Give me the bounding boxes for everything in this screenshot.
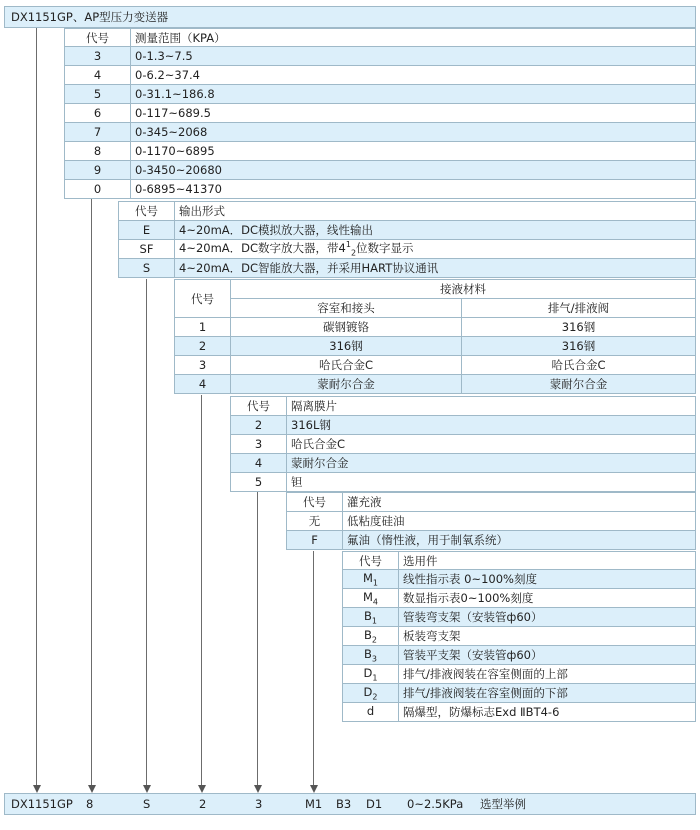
range-header-label: 测量范围（KPA）: [131, 29, 696, 47]
range-value: 0-6.2~37.4: [131, 66, 696, 85]
range-table: [64, 28, 696, 199]
example-output-code: S: [143, 797, 151, 811]
range-code: 9: [65, 161, 131, 180]
option-value: 排气/排液阀装在容室侧面的上部: [399, 665, 696, 684]
option-value: 管装弯支架（安装管ф60）: [399, 608, 696, 627]
material-col1: 碳钢镀铬: [231, 318, 462, 337]
output-value: 4~20mA．DC数字放大器，带$4^1_2$位数字显示: [175, 240, 696, 259]
output-code: S: [119, 259, 175, 278]
range-value: 0-3450~20680: [131, 161, 696, 180]
output-header-label: 输出形式: [175, 202, 696, 221]
option-code: $D_2$: [343, 684, 399, 703]
diaphragm-value: 蒙耐尔合金: [287, 454, 696, 473]
connector-line-diaphragm: [257, 491, 258, 786]
range-value: 0-117~689.5: [131, 104, 696, 123]
arrow-down-icon: [33, 785, 41, 793]
material-code: 2: [175, 337, 231, 356]
range-code: 7: [65, 123, 131, 142]
option-code: d: [343, 703, 399, 722]
option-value: 管装平支架（安装管ф60）: [399, 646, 696, 665]
fill-value: 低粘度硅油: [343, 512, 696, 531]
diaphragm-value: 316L钢: [287, 416, 696, 435]
option-value: 线性指示表 0~100%刻度: [399, 570, 696, 589]
material-col1: 蒙耐尔合金: [231, 375, 462, 394]
output-value: 4~20mA．DC模拟放大器，线性输出: [175, 221, 696, 240]
range-value: 0-345~2068: [131, 123, 696, 142]
fill-header-label: 灌充液: [343, 493, 696, 512]
range-header-code: 代号: [65, 29, 131, 47]
options-header-code: 代号: [343, 552, 399, 570]
option-code: $D_1$: [343, 665, 399, 684]
material-col1: 316钢: [231, 337, 462, 356]
arrow-down-icon: [143, 785, 151, 793]
range-value: 0-31.1~186.8: [131, 85, 696, 104]
range-value: 0-1170~6895: [131, 142, 696, 161]
option-code: $B_1$: [343, 608, 399, 627]
option-value: 排气/排液阀装在容室侧面的下部: [399, 684, 696, 703]
example-option-3: D1: [366, 797, 383, 811]
range-code: 5: [65, 85, 131, 104]
material-col2: 哈氏合金C: [462, 356, 696, 375]
range-value: 0-6895~41370: [131, 180, 696, 199]
page-title: DX1151GP、AP型压力变送器: [4, 6, 696, 28]
arrow-down-icon: [88, 785, 96, 793]
connector-line-output: [146, 279, 147, 786]
example-material-code: 2: [199, 797, 207, 811]
output-code: SF: [119, 240, 175, 259]
material-header-group: 接液材料: [231, 280, 696, 299]
arrow-down-icon: [310, 785, 318, 793]
fill-code: F: [287, 531, 343, 550]
material-table: [174, 279, 696, 394]
output-value: 4~20mA．DC智能放大器，并采用HART协议通讯: [175, 259, 696, 278]
range-value: 0-1.3~7.5: [131, 47, 696, 66]
example-bar: [4, 793, 696, 815]
material-header-col1: 容室和接头: [231, 299, 462, 318]
example-option-1: M1: [305, 797, 323, 811]
example-caption: 选型举例: [480, 797, 526, 811]
connector-line-range: [91, 199, 92, 786]
diaphragm-code: 5: [231, 473, 287, 492]
connector-line-material: [201, 395, 202, 786]
diaphragm-code: 4: [231, 454, 287, 473]
connector-line-fill: [313, 551, 314, 786]
option-value: 隔爆型，防爆标志Exd ⅡBT4-6: [399, 703, 696, 722]
diaphragm-code: 2: [231, 416, 287, 435]
arrow-down-icon: [198, 785, 206, 793]
material-col2: 316钢: [462, 318, 696, 337]
diaphragm-table: [230, 396, 696, 492]
fill-table: [286, 492, 696, 550]
material-code: 1: [175, 318, 231, 337]
material-code: 3: [175, 356, 231, 375]
option-code: $B_2$: [343, 627, 399, 646]
arrow-down-icon: [254, 785, 262, 793]
fill-code: 无: [287, 512, 343, 531]
example-range-code: 8: [86, 797, 94, 811]
option-value: 数显指示表0~100%刻度: [399, 589, 696, 608]
fill-value: 氟油（惰性液，用于制氧系统）: [343, 531, 696, 550]
example-model: DX1151GP: [11, 797, 73, 811]
output-code: E: [119, 221, 175, 240]
example-option-2: B3: [336, 797, 352, 811]
connector-line-model: [36, 28, 37, 786]
example-span: 0~2.5KPa: [407, 797, 464, 811]
options-header-label: 选用件: [399, 552, 696, 570]
material-header-code: 代号: [175, 280, 231, 318]
diaphragm-value: 哈氏合金C: [287, 435, 696, 454]
option-value: 板装弯支架: [399, 627, 696, 646]
option-code: $M_1$: [343, 570, 399, 589]
fill-header-code: 代号: [287, 493, 343, 512]
options-table: [342, 551, 696, 722]
material-col2: 316钢: [462, 337, 696, 356]
option-code: $M_4$: [343, 589, 399, 608]
option-code: $B_3$: [343, 646, 399, 665]
diaphragm-header-label: 隔离膜片: [287, 397, 696, 416]
material-code: 4: [175, 375, 231, 394]
range-code: 6: [65, 104, 131, 123]
range-code: 8: [65, 142, 131, 161]
output-table: [118, 201, 696, 278]
material-col2: 蒙耐尔合金: [462, 375, 696, 394]
range-code: 4: [65, 66, 131, 85]
material-header-col2: 排气/排液阀: [462, 299, 696, 318]
diaphragm-header-code: 代号: [231, 397, 287, 416]
diaphragm-value: 钽: [287, 473, 696, 492]
example-diaphragm-code: 3: [255, 797, 263, 811]
range-code: 3: [65, 47, 131, 66]
diaphragm-code: 3: [231, 435, 287, 454]
range-code: 0: [65, 180, 131, 199]
output-header-code: 代号: [119, 202, 175, 221]
material-col1: 哈氏合金C: [231, 356, 462, 375]
